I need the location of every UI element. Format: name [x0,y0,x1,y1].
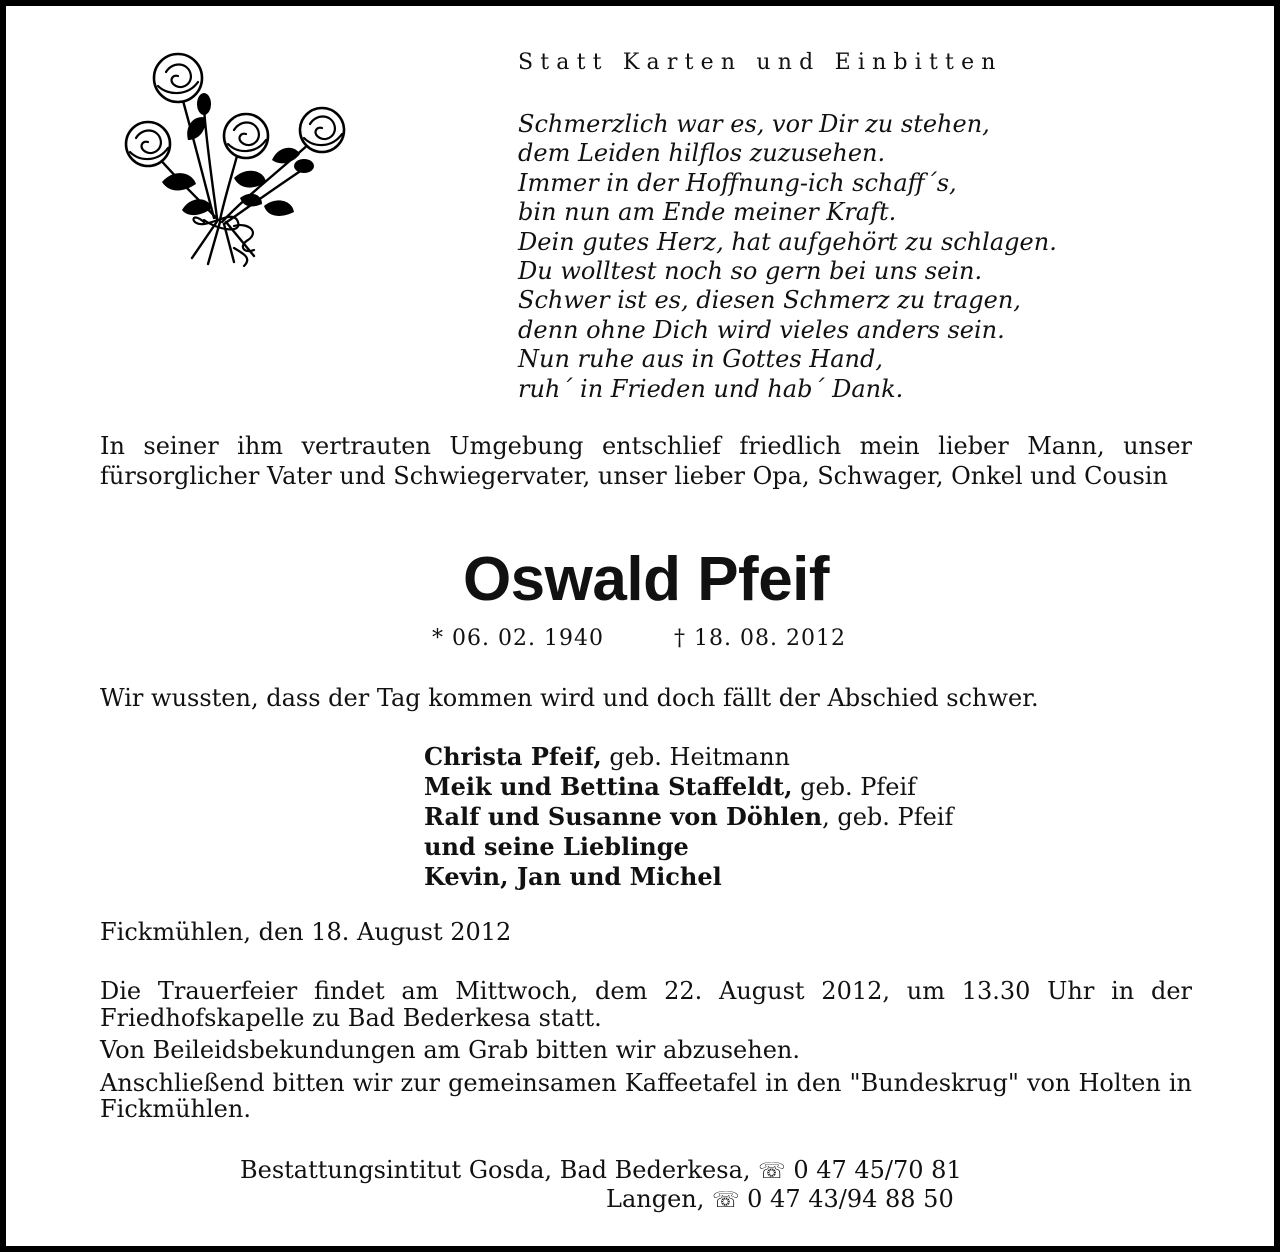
poem-line: Schwer ist es, diesen Schmerz zu tragen, [518,286,1021,315]
mourner-row [424,742,953,772]
funeral-notices [100,978,1192,1129]
poem [518,110,1057,404]
rose-bouquet-icon [122,50,352,272]
notice-paragraph: Die Trauerfeier findet am Mittwoch, dem 22. August 2012, um 13.30 Uhr in der Friedhofskapelle zu Bad Bederkesa statt. [100,977,1192,1032]
undertaker-line [240,1156,962,1186]
farewell-sentence: Wir wussten, dass der Tag kommen wird und doch fällt der Abschied schwer. [100,684,1039,712]
phone-number: 0 47 43/94 88 50 [747,1185,954,1213]
notice-paragraph: Von Beileidsbekundungen am Grab bitten wir abzusehen. [100,1036,800,1064]
heading-statt-karten: Statt Karten und Einbitten [518,50,1003,75]
poem-line: dem Leiden hilflos zuzusehen. [518,139,886,168]
mourner-name: Kevin, Jan und Michel [424,862,722,891]
birth-date: * 06. 02. 1940 [432,626,604,651]
poem-line: Du wolltest noch so gern bei uns sein. [518,257,983,286]
mourner-row [424,802,953,832]
mourner-name: Ralf und Susanne von Döhlen [424,802,823,831]
poem-line: Immer in der Hoffnung-ich schaff´s, [518,168,957,197]
poem-line: denn ohne Dich wird vieles anders sein. [518,315,1005,344]
mourner-name: Christa Pfeif, [424,742,602,771]
undertaker-line [606,1185,954,1215]
phone-number: 0 47 45/70 81 [793,1156,962,1184]
mourner-name: und seine Lieblinge [424,832,689,861]
notice-paragraph: Anschließend bitten wir zur gemeinsamen Kaffeetafel in den "Bundeskrug" von Holten in Fickmühlen. [100,1068,1192,1123]
mourner-row [424,832,953,862]
mourner-note: , geb. Pfeif [822,803,954,831]
telephone-icon: ☏ [758,1159,786,1184]
intro-paragraph: In seiner ihm vertrauten Umgebung entschlief friedlich mein lieber Mann, unser fürsorglicher Vater und Schwiegervater, unser lieber Opa, Schwager, Onkel und Cousin [100,432,1192,490]
mourner-row [424,772,953,802]
mourner-row [424,862,953,892]
poem-line: Dein gutes Herz, hat aufgehört zu schlagen. [518,227,1057,256]
mourner-name: Meik und Bettina Staffeldt, [424,772,793,801]
poem-line: Schmerzlich war es, vor Dir zu stehen, [518,110,990,138]
poem-line: ruh´ in Frieden und hab´ Dank. [518,374,904,403]
poem-line: bin nun am Ende meiner Kraft. [518,198,897,227]
mourner-note: geb. Heitmann [601,743,790,771]
telephone-icon: ☏ [712,1188,740,1213]
deceased-name: Oswald Pfeif [462,545,830,614]
death-date: † 18. 08. 2012 [674,626,846,651]
undertaker-text: Langen, [606,1185,705,1213]
mourners-list [424,742,953,892]
place-date: Fickmühlen, den 18. August 2012 [100,918,512,946]
undertaker-text: Bestattungsintitut Gosda, Bad Bederkesa, [240,1156,751,1184]
poem-line: Nun ruhe aus in Gottes Hand, [518,345,883,374]
mourner-note: geb. Pfeif [792,773,917,801]
